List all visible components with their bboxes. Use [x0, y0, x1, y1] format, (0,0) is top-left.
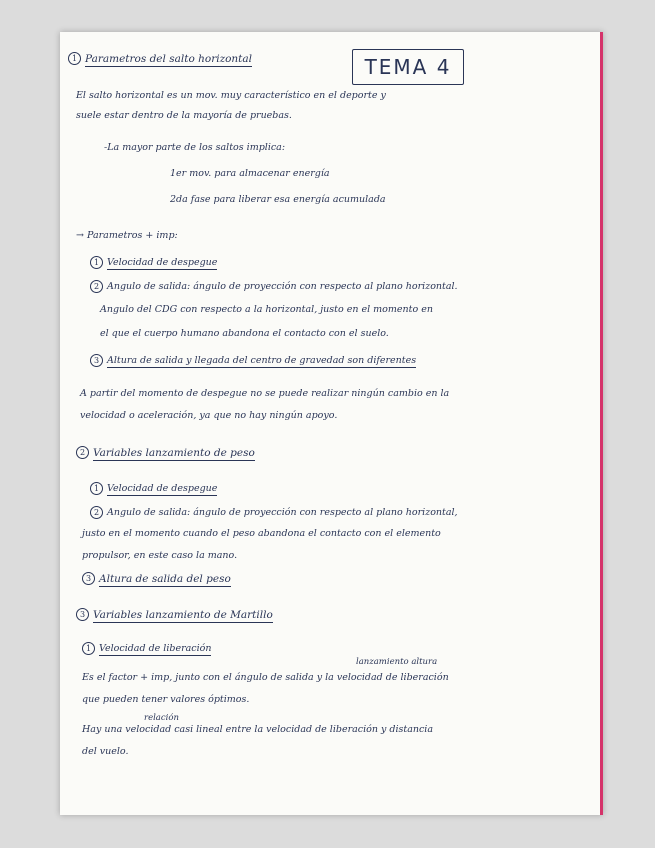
- param-3: 3 Altura de salida y llegada del centro de gravedad son diferentes: [90, 354, 416, 367]
- martillo-line-4: del vuelo.: [82, 746, 129, 757]
- intro-line-1: El salto horizontal es un mov. muy característico en el deporte y: [76, 90, 386, 101]
- number-circle: 1: [68, 52, 81, 65]
- peso-item-3: 3 Altura de salida del peso: [82, 572, 231, 585]
- margin-line: [600, 32, 603, 815]
- martillo-annotation-2: relación: [144, 713, 179, 723]
- martillo-line-1: Es el factor + imp, junto con el ángulo de salida y la velocidad de liberación: [82, 672, 449, 683]
- note-line-1: A partir del momento de despegue no se puede realizar ningún cambio en la: [80, 388, 450, 399]
- peso-item-2-line-2: justo en el momento cuando el peso abandona el contacto con el elemento: [82, 528, 441, 539]
- intro-line-3: -La mayor parte de los saltos implica:: [104, 142, 286, 153]
- param-2-line-2: Angulo del CDG con respecto a la horizontal, justo en el momento en: [100, 304, 433, 315]
- peso-item-2: 2 Angulo de salida: ángulo de proyección con respecto al plano horizontal,: [90, 506, 458, 519]
- section-2-heading: 2 Variables lanzamiento de peso: [76, 446, 255, 459]
- intro-line-5: 2da fase para liberar esa energía acumulada: [170, 194, 386, 205]
- tema-box: TEMA 4: [352, 49, 464, 85]
- params-intro: → Parametros + imp:: [76, 230, 178, 241]
- param-1: 1 Velocidad de despegue: [90, 256, 217, 269]
- martillo-annotation: lanzamiento altura: [356, 657, 438, 667]
- notebook-page: [60, 32, 603, 815]
- intro-line-2: suele estar dentro de la mayoría de pruebas.: [76, 110, 292, 121]
- intro-line-4: 1er mov. para almacenar energía: [170, 168, 330, 179]
- martillo-line-2: que pueden tener valores óptimos.: [82, 694, 250, 705]
- peso-item-1: 1 Velocidad de despegue: [90, 482, 217, 495]
- param-2: 2 Angulo de salida: ángulo de proyección con respecto al plano horizontal.: [90, 280, 458, 293]
- note-line-2: velocidad o aceleración, ya que no hay ningún apoyo.: [80, 410, 338, 421]
- section-1-heading: 1 Parametros del salto horizontal: [68, 52, 252, 65]
- section-3-heading: 3 Variables lanzamiento de Martillo: [76, 608, 273, 621]
- martillo-line-3: Hay una velocidad casi lineal entre la velocidad de liberación y distancia: [82, 724, 434, 735]
- peso-item-2-line-3: propulsor, en este caso la mano.: [82, 550, 238, 561]
- martillo-item-1: 1 Velocidad de liberación: [82, 642, 211, 655]
- param-2-line-3: el que el cuerpo humano abandona el contacto con el suelo.: [100, 328, 389, 339]
